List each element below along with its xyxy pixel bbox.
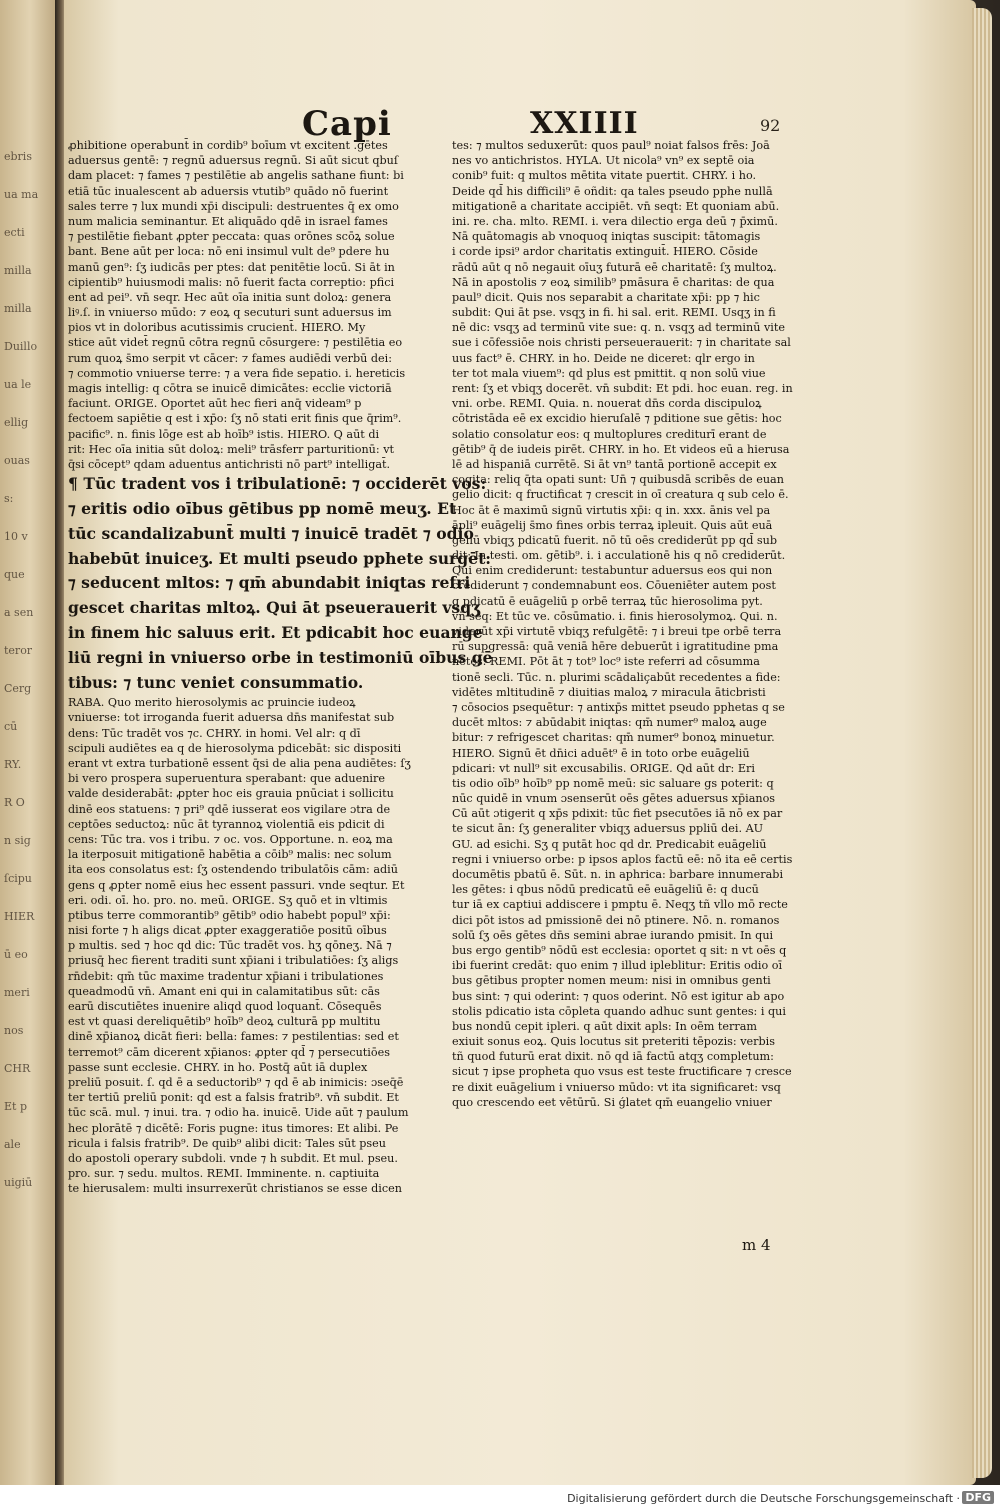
margin-fragment: s: <box>4 492 14 505</box>
dfg-logo: DFG <box>962 1491 994 1504</box>
commentary-line: gens q ꝓpter nomē eius hec essent passuri. vnde seqtur. Et <box>68 878 405 892</box>
commentary-line: rit: Hec oīa initia sūt doloꝝ: meli⁹ trāsferr parturitionū: vt <box>68 442 395 456</box>
commentary-line: rum quoꝝ s̄mo serpit vt cācer: ⁊ fames audiēdi verbū dei: <box>68 351 393 365</box>
commentary-line: earū discutiētes inuenire aliqd quod loquant̄. Cōsequēs <box>68 1000 382 1014</box>
commentary-line: tñ quod futurū erat dixit. nō qd iā factū atqʒ completum: <box>452 1050 774 1064</box>
margin-fragment: R O <box>4 796 25 809</box>
commentary-line: nētes: REMI. Pōt āt ⁊ tot⁹ loc⁹ iste referri ad cōsumma <box>452 655 760 669</box>
margin-fragment: ebris <box>4 150 32 163</box>
commentary-line: regni i vniuerso orbe: p ipsos aplos factū eē: nō ita eē certis <box>452 852 793 866</box>
margin-fragment: nos <box>4 1024 24 1037</box>
commentary-line: priusq̄ hec fierent traditi sunt xp̄iani i tribulatiōes: ſʒ aligs <box>68 954 399 968</box>
commentary-line: dici pōt istos ad pmissionē dei nō ptinere. Nō. n. romanos <box>452 913 780 927</box>
commentary-line: Hoc āt ē maximū signū virtutis xp̄i: q in. xxx. ānis vel pa <box>452 503 771 517</box>
commentary-line: subdit: Qui āt pse. vsqʒ in fi. hi sal. erit. REMI. Usqʒ in fi <box>452 306 776 320</box>
commentary-line: vni. orbe. REMI. Quia. n. nouerat dn̄s corda discipuloꝝ <box>452 397 762 411</box>
commentary-line: num malicia seminantur. Et aliquādo qdē in israel fames <box>68 214 388 228</box>
commentary-line: documētis pbatū ē. Sūt. n. in aphrica: barbare innumerabi <box>452 868 784 881</box>
margin-fragment: RY. <box>4 758 22 771</box>
commentary-line: Cū aūt ɔtigerit q xp̄s pdixit: tūc fiet psecutōes iā nō ex par <box>452 807 783 821</box>
margin-fragment: ale <box>4 1138 21 1151</box>
commentary-line: ricula i falsis fratrib⁹. De quib⁹ alibi dicit: Tales sūt pseu <box>68 1136 386 1150</box>
commentary-line: Nā quātomagis ab vnoquoq iniqtas suscipit: tātomagis <box>452 230 761 244</box>
margin-fragment: teror <box>4 644 33 657</box>
commentary-line: liꝰ.ſ. in vniuerso mūdo: ⁊ eoꝝ q secuturi sunt aduersus im <box>68 306 392 320</box>
commentary-line: re dixit euāgelium i vniuerso mūdo: vt ita significaret: vsq <box>452 1080 781 1094</box>
commentary-line: passe sunt ecclesie. CHRY. in ho. Postq̄ aūt iā duplex <box>68 1060 368 1074</box>
footer-credit: Digitalisierung gefördert durch die Deutsche Forschungsgemeinschaft · <box>567 1492 960 1505</box>
commentary-line: cogita: reliq q̄ta opati sunt: Un̄ ⁊ quibusdā scribēs de euan <box>452 473 784 487</box>
commentary-line: cōtristāda eē ex excidio hieruſalē ⁊ pditione sue gētis: hoc <box>452 412 782 426</box>
commentary-line: bus sint: ⁊ qui oderint: ⁊ quos oderint. Nō est igitur ab apo <box>452 989 785 1003</box>
commentary-line: nūc quidē in vnum ɔsenserūt oēs gētes aduersus xp̄ianos <box>452 792 776 806</box>
commentary-line: rū supgressā: quā veniā hēre debuerūt i igratitudine pma <box>452 640 779 654</box>
margin-fragment: milla <box>4 302 32 315</box>
margin-fragment: cū <box>4 720 18 733</box>
commentary-line: manū gen⁹: ſʒ iudicās per ptes: dat penitētie locū. Si āt in <box>68 260 395 274</box>
commentary-line: bant. Bene aūt per loca: nō eni insimul vult de⁹ pdere hu <box>68 245 390 259</box>
margin-fragment: n sig <box>4 834 31 847</box>
margin-fragment: que <box>4 568 25 581</box>
commentary-line: ⁊ commotio vniuerse terre: ⁊ a vera fide sepatio. i. hereticis <box>68 366 406 380</box>
margin-fragment: Duillo <box>4 340 38 353</box>
commentary-line: bus ergo gentib⁹ nōdū est ecclesia: oportet q sit: n vt oēs q <box>452 943 787 957</box>
commentary-line: solū ſʒ oēs gētes dn̄s semini abrae iurando pmisit. In qui <box>452 928 774 942</box>
commentary-line: Qui enim crediderunt: testabuntur aduersus eos qui non <box>452 564 773 578</box>
commentary-line: tis odio oīb⁹ hoīb⁹ pp nomē meū: sic saluare gs poterit: q <box>452 776 774 790</box>
commentary-line: Deide qd̄ his difficili⁹ ē oñdit: qa tales pseudo pphe nullā <box>452 184 773 198</box>
commentary-line: lē ad hispaniā currētē. Si āt vn⁹ tantā portionē accepit ex <box>452 457 777 471</box>
commentary-line: est vt quasi dereliquētib⁹ hoīb⁹ deoꝝ culturā pp multitu <box>68 1015 381 1029</box>
commentary-line: pro. sur. ⁊ sedu. multos. REMI. Imminente. n. captiuita <box>68 1167 380 1181</box>
commentary-line: sue i cōfessiōe nois christi perseuerauerit: ⁊ in charitate sal <box>452 336 791 350</box>
commentary-line: ita eos consolatus est: ſʒ ostendendo tribulatōis cām: adiū <box>68 863 398 877</box>
commentary-line: bi vero prospera superuentura sperabant: que aduenire <box>68 772 385 786</box>
commentary-line: paul⁹ dicit. Quis nos separabit a charitate xp̄i: pp ⁊ hic <box>452 290 760 304</box>
commentary-line: pios vt in doloribus acutissimis crucient̄. HIERO. My <box>68 321 366 335</box>
margin-fragment: ellig <box>4 416 29 429</box>
commentary-line: gētib⁹ q̄ de iudeis pirēt. CHRY. in ho. Et videos eū a hierusa <box>452 442 790 456</box>
commentary-line: faciunt. ORIGE. Oportet aūt hec fieri anq̄ videam⁹ p <box>68 397 362 411</box>
gospel-verse-line: liū regni in vniuerso orbe in testimoniū oībus gē <box>68 647 493 667</box>
margin-fragment: ua ma <box>4 188 39 201</box>
commentary-line: HIERO. Signū ēt dn̄ici aduēt⁹ ē in toto orbe euāgeliū <box>452 746 750 760</box>
commentary-line: pacific⁹. n. finis lōge est ab hoīb⁹ istis. HIERO. Q aūt di <box>68 427 380 441</box>
commentary-line: ent ad pei⁹. vn̄ seqr. Hec aūt oīa initia sunt doloꝝ: genera <box>68 290 392 304</box>
margin-fragment: ouas <box>4 454 30 467</box>
commentary-line: preliū posuit. ſ. qd ē a seductorib⁹ ⁊ qd ē ab inimicis: ɔseq̄ē <box>68 1075 404 1089</box>
gospel-verse-line: tūc scandalizabunt̄ multi ⁊ inuicē tradēt ⁊ odio <box>68 523 474 543</box>
commentary-line: valde desiderabāt: ꝓpter hoc eis grauia pnūciat i sollicitu <box>68 787 394 801</box>
commentary-line: ⁊ cōsocios psequētur: ⁊ antixp̄s mittet pseudo pphetas q se <box>452 700 785 714</box>
gospel-verse-line: ⁊ seducent mltos: ⁊ qm̄ abundabit iniqtas refri <box>68 573 471 593</box>
commentary-line: q pdicatū ē euāgeliū p orbē terraꝝ tūc hierosolima pyt. <box>452 594 763 608</box>
previous-page-edge <box>0 0 60 1485</box>
gospel-verse-line: ¶ Tūc tradent vos i tribulationē: ⁊ occiderēt vos: <box>68 474 487 494</box>
commentary-line: crediderunt ⁊ condemnabunt eos. Cōueniēter autem post <box>452 579 776 593</box>
margin-fragment: uigiū <box>4 1176 33 1189</box>
commentary-line: fectoem sapiētie q est i xp̄o: ſʒ nō stati erit finis que q̄rim⁹. <box>68 412 402 426</box>
commentary-line: exiuit sonus eoꝝ. Quis locutus sit preteriti tēpozis: verbis <box>452 1035 775 1049</box>
gospel-verse-line: habebūt inuiceʒ. Et multi pseudo pphete surgēt: <box>68 548 492 568</box>
commentary-line: Nā in apostolis ⁊ eoꝝ similib⁹ pmāsura ē charitas: de qua <box>452 275 775 289</box>
margin-fragment: a sen <box>4 606 34 619</box>
left-text-column <box>68 138 493 1196</box>
commentary-line: bus gētibus propter nomen meum: nisi in omnibus genti <box>452 974 771 988</box>
commentary-line: nes vo antichristos. HYLA. Ut nicola⁹ vn⁹ ex septē oia <box>452 154 755 168</box>
commentary-line: magis intellig: q cōtra se inuicē dimicātes: ecclie victoriā <box>68 382 392 395</box>
commentary-line: ⁊ pestilētie fiebant ꝓpter peccata: quas orōnes scōꝝ solue <box>68 230 395 244</box>
margin-fragment: ū eo <box>4 948 28 961</box>
running-head-left: Capi <box>302 104 392 144</box>
commentary-line: tur iā ex captiui addiscere i pmptu ē. Neqʒ tñ vllo mō recte <box>452 898 788 912</box>
commentary-line: etiā tūc inualescent ab aduersis vtutib⁹ quādo nō fuerint <box>68 184 389 198</box>
commentary-line: tionē secli. Tūc. n. plurimi scādaliçabūt recedentes a fide: <box>452 670 781 684</box>
commentary-line: viderūt xp̄i virtutē vbiqʒ refulgētē: ⁊ i breui tpe orbē terra <box>452 625 782 638</box>
commentary-line: aduersus gentē: ⁊ regnū aduersus regnū. Si aūt sicut qbuſ <box>68 154 399 168</box>
commentary-line: ceptōes seductoꝝ: nūc āt tyrannoꝝ violentiā eis pdicit di <box>68 817 385 831</box>
commentary-line: ini. re. cha. mlto. REMI. i. vera dilectio erga deū ⁊ p̄ximū. <box>452 214 778 228</box>
running-head-right: XXIIII <box>530 106 639 141</box>
commentary-line: hec plorātē ⁊ dicētē: Foris pugne: itus timores: Et alibi. Pe <box>68 1121 399 1135</box>
commentary-line: conib⁹ fuit: q multos mētita vitate puertit. CHRY. i ho. <box>452 169 757 183</box>
commentary-line: āpli⁹ euāgelij s̄mo fines orbis terraꝝ ipleuit. Quis aūt euā <box>452 518 773 532</box>
commentary-line: cipientib⁹ huiusmodi malis: nō fuerit facta correptio: pfici <box>68 275 395 289</box>
commentary-line: tes: ⁊ multos seduxerūt: quos paul⁹ noiat falsos frēs: Joā <box>452 139 770 152</box>
commentary-line: ꝓhibitione operabunt̄ in cordib⁹ boīum vt excitent .gētes <box>68 139 388 152</box>
commentary-line: q̄si cōcept⁹ qdam aduentus antichristi nō part⁹ intelligat̄. <box>68 457 391 471</box>
commentary-line: terremot⁹ cām dicerent xp̄ianos: ꝓpter qd̄ ⁊ persecutiōes <box>68 1045 390 1059</box>
margin-fragment: ecti <box>4 226 25 239</box>
commentary-line: sicut ⁊ ipse propheta quo vsus est teste fructificare ⁊ cresce <box>452 1065 792 1079</box>
commentary-line: tūc scā. mul. ⁊ inui. tra. ⁊ odio ha. inuicē. Uide aūt ⁊ paulum <box>68 1106 409 1120</box>
signature-mark: m 4 <box>742 1236 771 1254</box>
commentary-line: pdicari: vt null⁹ sit excusabilis. ORIGE. Qd aūt dr: Eri <box>452 761 755 775</box>
commentary-line: ducēt mltos: ⁊ abūdabit iniqtas: qm̄ numer⁹ maloꝝ auge <box>452 716 767 730</box>
folio-number: 92 <box>760 116 781 135</box>
commentary-line: i corde ipsi⁹ ardor charitatis extinguit̄. HIERO. Cōside <box>452 245 758 259</box>
commentary-line: do apostoli operary subdoli. vnde ⁊ h subdit. Et mul. pseu. <box>68 1151 398 1165</box>
margin-fragment: HIER <box>4 910 35 923</box>
margin-fragment: meri <box>4 986 30 999</box>
right-text-column <box>452 138 800 1110</box>
commentary-line: nisi forte ⁊ h aligs dicat ꝓpter exaggeratiōe positū oībus <box>68 924 387 938</box>
commentary-line: rent: ſʒ et vbiqʒ docerēt. vn̄ subdit: Et pdi. hoc euan. reg. in <box>452 382 793 395</box>
margin-fragment: ua le <box>4 378 32 391</box>
commentary-line: GU. ad esichi. Sʒ q putāt hoc qd dr. Predicabit euāgeliū <box>452 837 767 851</box>
commentary-line: ter tertiū preliū ponit: qd est a falsis fratrib⁹. vn̄ subdit. Et <box>68 1091 399 1105</box>
margin-fragment: milla <box>4 264 32 277</box>
gospel-verse-line: tibus: ⁊ tunc veniet consummatio. <box>68 672 364 692</box>
commentary-line: scipuli audiētes ea q de hierosolyma pdicebāt: sic dispositi <box>68 741 402 755</box>
commentary-line: dinē xp̄ianoꝝ dicāt fieri: bella: fames: ⁊ pestilentias: sed et <box>68 1030 399 1044</box>
commentary-line: uus fact⁹ ē. CHRY. in ho. Deide ne diceret: qlr ergo in <box>452 351 755 365</box>
commentary-line: la iterposuit mitigationē habētia a cōib⁹ malis: nec solum <box>68 848 392 862</box>
margin-fragment: Et p <box>4 1100 27 1113</box>
commentary-line: vniuerse: tot irroganda fuerit aduersa dn̄s manifestat sub <box>68 711 395 725</box>
commentary-line: queadmodū vn̄. Amant eni qui in calamitatibus sūt: cās <box>68 984 380 998</box>
commentary-line: rādū aūt q nō negauit oīuʒ futurā eē charitatē: ſʒ multoꝝ. <box>452 260 777 274</box>
commentary-line: vidētes mltitudinē ⁊ diuitias maloꝝ ⁊ miracula āticbristi <box>452 685 766 699</box>
commentary-line: bitur: ⁊ refrigescet charitas: qm̄ numer⁹ bonoꝝ minuetur. <box>452 731 775 745</box>
page-stack-edge <box>972 8 992 1478</box>
margin-fragment: CHR <box>4 1062 31 1075</box>
commentary-line: dit: In testi. om. gētib⁹. i. i acculationē his q nō crediderūt. <box>452 549 786 563</box>
margin-fragment: 10 v <box>4 530 28 543</box>
commentary-line: erant vt extra turbationē essent q̄si de alia pena audiētes: ſʒ <box>68 757 411 771</box>
commentary-line: te hierusalem: multi insurrexerūt christianos se esse dicen <box>68 1182 402 1196</box>
gospel-verse-line: in finem hic saluus erit. Et pdicabit hoc euange <box>68 622 483 642</box>
commentary-line: dinē eos statuens: ⁊ pri⁹ qdē iusserat eos vigilare ɔtra de <box>68 802 391 816</box>
commentary-line: te sicut ān: ſʒ generaliter vbiqʒ aduersus ppliū dei. AU <box>452 822 764 836</box>
commentary-line: gelio dicit: q fructificat ⁊ crescit in oī creatura q sub celo ē. <box>452 488 789 502</box>
commentary-line: cens: Tūc tra. vos i tribu. ⁊ oc. vos. Opportune. n. eoꝝ ma <box>68 832 393 846</box>
commentary-line: bus nondū cepit ipleri. q aūt dixit apls: In oēm terram <box>452 1019 757 1033</box>
commentary-line: dam placet: ⁊ fames ⁊ pestilētie ab angelis sathane fiunt: bi <box>68 169 404 183</box>
commentary-line: eri. odi. oī. ho. pro. no. meū. ORIGE. Sʒ quō et in vltimis <box>68 893 388 907</box>
commentary-line: ibi fuerint credāt: quo enim ⁊ illud ipleblitur: Eritis odio oī <box>452 959 783 973</box>
gospel-verse-line: ⁊ eritis odio oībus gētibus pp nomē meuʒ. Et <box>68 498 457 518</box>
footer-bar <box>0 1488 1000 1512</box>
commentary-line: les gētes: i qbus nōdū predicatū eē euāgeliū ē: q ducū <box>452 883 759 897</box>
margin-fragment: Cerg <box>4 682 32 695</box>
commentary-line: rn̄debit: qm̄ tūc maxime tradentur xp̄iani i tribulationes <box>68 969 384 983</box>
commentary-line: dens: Tūc tradēt vos ⁊c. CHRY. in homi. Vel alr: q dī <box>68 726 361 740</box>
commentary-line: p multis. sed ⁊ hoc qd dic: Tūc tradēt vos. hʒ qōneʒ. Nā ⁊ <box>68 939 392 953</box>
commentary-line: vn̄ seq: Et tūc ve. cōsūmatio. i. finis hierosolymoꝝ. Qui. n. <box>452 609 778 623</box>
commentary-line: nē dic: vsqʒ ad terminū vite sue: q. n. vsqʒ ad terminū vite <box>452 321 785 335</box>
margin-fragment: ſcipu <box>4 872 32 885</box>
commentary-line: mitigationē a charitate accipiēt. vn̄ seqt: Et quoniam abū. <box>452 199 780 213</box>
gospel-verse-line: gescet charitas mltoꝝ. Qui āt pseuerauerit vsqʒ <box>68 598 480 618</box>
commentary-line: solatio consolatur eos: q multoplures crediturī erant de <box>452 427 767 441</box>
commentary-line: ter tot mala viuem⁹: qd plus est pmittit. q non solū viue <box>452 366 766 380</box>
commentary-line: RABA. Quo merito hierosolymis ac pruincie iudeoꝝ <box>68 696 356 710</box>
commentary-line: ptibus terre commorantib⁹ gētib⁹ odio habebt popul⁹ xp̄i: <box>68 908 391 922</box>
commentary-line: sales terre ⁊ lux mundi xp̄i discipuli: destruentes q̄ ex omo <box>68 199 399 213</box>
commentary-line: stolis pdicatio ista cōpleta quando adhuc sunt gentes: i qui <box>452 1004 786 1018</box>
commentary-line: geliū vbiqʒ pdicatū fuerit. nō tū oēs crediderūt pp qd̄ sub <box>452 533 778 547</box>
commentary-line: quo crescendo eet vētūrū. Si ǵlatet qm̄ euangelio vniuer <box>452 1095 772 1109</box>
commentary-line: stice aūt videt̄ regnū cōtra regnū cōsurgere: ⁊ pestilētia eo <box>68 336 403 350</box>
